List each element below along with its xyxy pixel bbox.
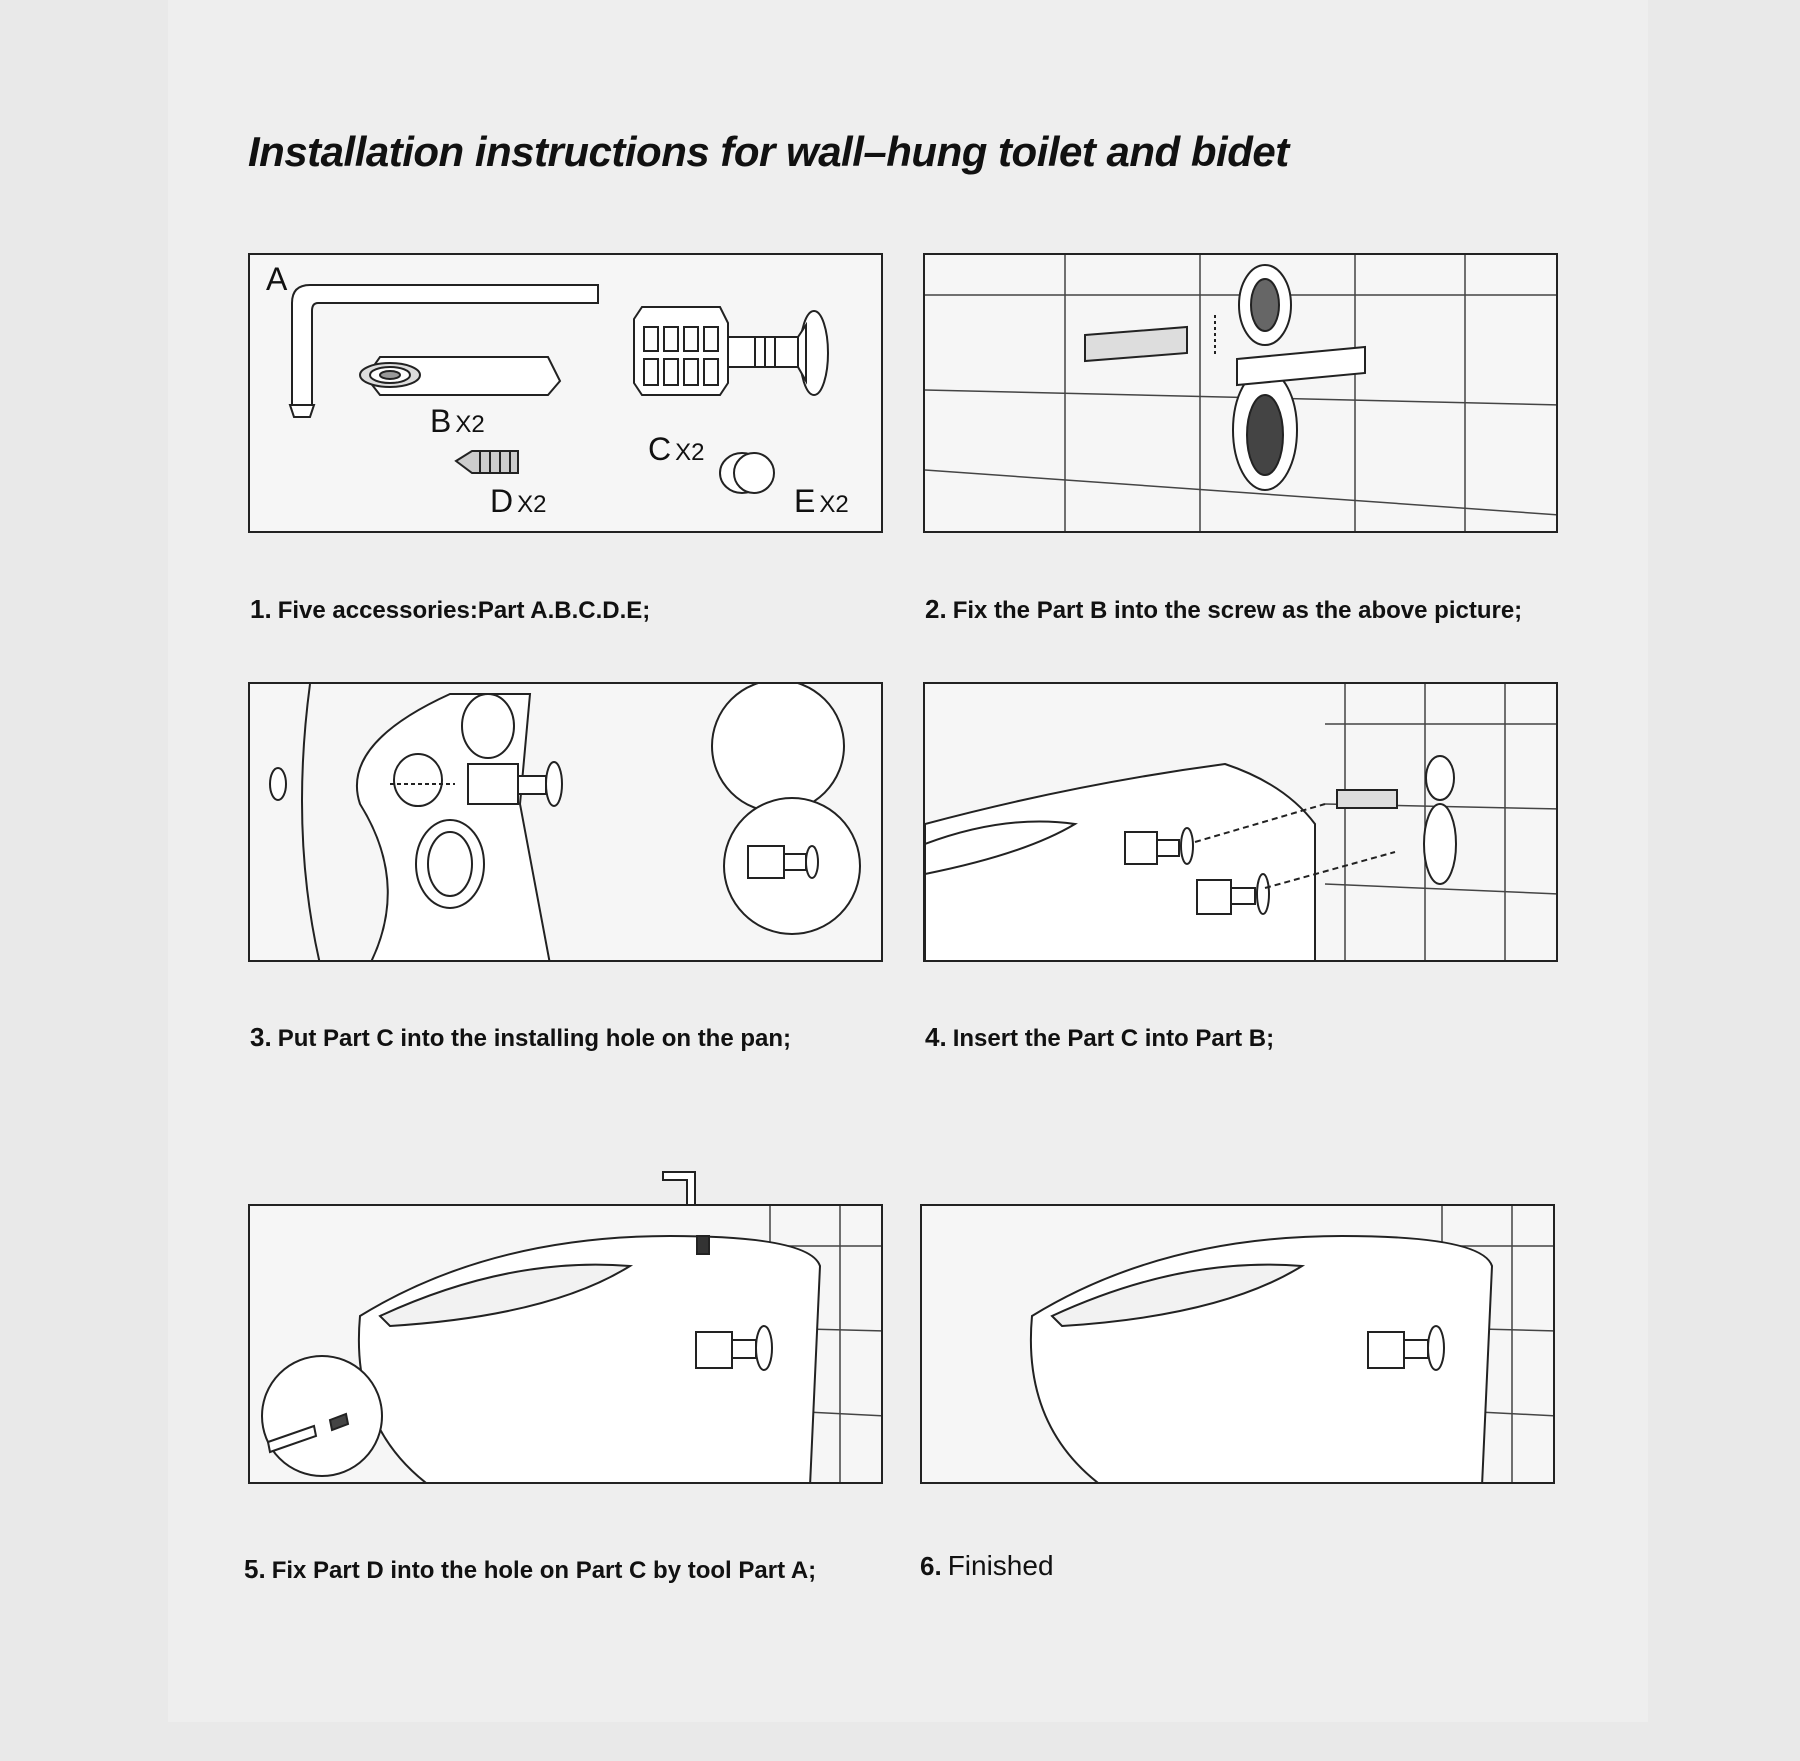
pan-hole-drawing [250,684,883,962]
toilet-icon [1031,1236,1492,1484]
step-5-caption: 5. Fix Part D into the hole on Part C by tool Part A; [244,1554,817,1584]
part-label-a: A [266,261,288,297]
allen-key-icon [290,285,598,417]
insert-drawing [925,684,1558,962]
panel-fix-part-d [248,1204,883,1484]
panel-fix-part-b [923,253,1558,533]
wall-bracket-icon [1085,265,1365,490]
panel-accessories [248,253,883,533]
finished-drawing [922,1206,1555,1484]
step-1-caption: 1. Five accessories:Part A.B.C.D.E; [250,594,651,624]
bolt-assembly-icon [468,762,562,806]
accessories-drawing [250,255,883,533]
step-4-caption: 4. Insert the Part C into Part B; [925,1022,1275,1052]
part-label-c: C X2 [648,431,705,467]
step-2-caption: 2. Fix the Part B into the screw as the above picture; [925,594,1523,624]
set-screw-icon [456,451,518,473]
panel-put-part-c [248,682,883,962]
page-title: Installation instructions for wall–hung toilet and bidet [248,128,1289,175]
panel-insert-part-c [923,682,1558,962]
fix-part-d-drawing [250,1206,883,1484]
bolt-assembly-icon [634,307,828,395]
cap-icon [720,453,774,493]
bolt-assembly-icon [748,846,818,878]
toilet-icon [925,764,1315,962]
step-3-caption: 3. Put Part C into the installing hole on the pan; [250,1022,792,1052]
panel-finished [920,1204,1555,1484]
part-label-d: D X2 [490,483,547,519]
part-label-b: B X2 [430,403,485,439]
anchor-sleeve-icon [360,357,560,395]
toilet-icon [262,1236,820,1484]
wall-bracket-drawing [925,255,1558,533]
step-6-caption: 6. Finished [920,1550,1054,1581]
part-label-e: E X2 [794,483,849,519]
